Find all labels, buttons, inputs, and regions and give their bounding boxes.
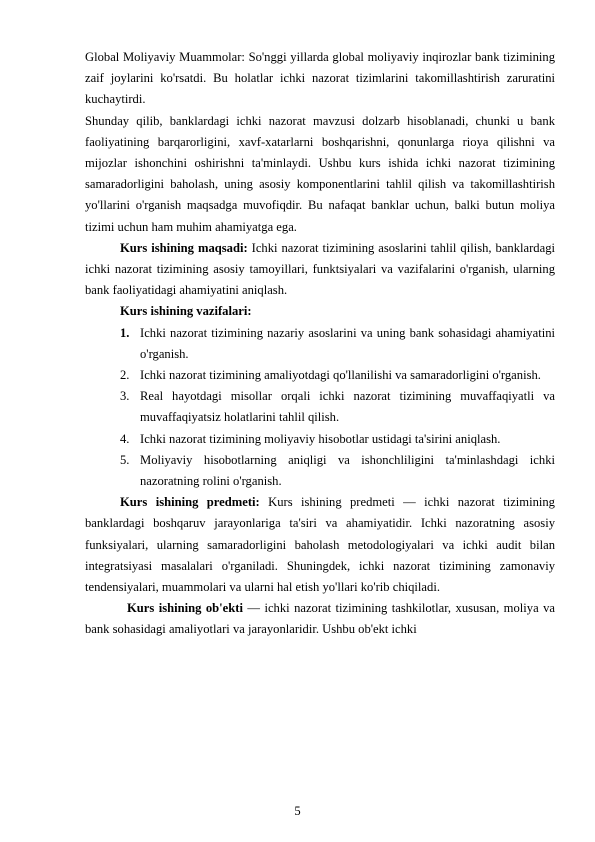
page-content (85, 47, 555, 641)
list-item-text: Moliyaviy hisobotlarning aniqligi va ishonchliligini ta'minlashdagi ichki nazoratning rolini o'rganish. (140, 452, 555, 489)
list-item-number: 4. (120, 431, 130, 446)
list-item-number: 1. (120, 325, 130, 340)
object-label: Kurs ishining ob'ekti (127, 601, 243, 616)
paragraph-global-problems: Global Moliyaviy Muammolar: So'nggi yillarda global moliyaviy inqirozlar bank tizimining zaif joylarini ko'rsatdi. Bu holatlar ichki nazorat tizimlarini takomillashtirish zaruratini kuchaytirdi. (85, 50, 555, 107)
list-item-text: Ichki nazorat tizimining amaliyotdagi qo'llanilishi va samaradorligini o'rganish. (140, 368, 541, 383)
paragraph-subject (85, 492, 555, 598)
list-item-number: 2. (120, 368, 130, 383)
paragraph-relevance: Shunday qilib, banklardagi ichki nazorat mavzusi dolzarb hisoblanadi, chunki u bank faoliyatining barqarorligini, xavf-xatarlarni boshqarishni, qonunlarga rioya qilishni va mijozlar ishonchini oshirishni ta'minlaydi. Ushbu kurs ishida ichki nazorat tizimining samaradorligini baholash, uning asosiy komponentlarini tahlil qilish va takomillashtirish yo'llarini o'rganish maqsadga muvofiqdir. Bu nafaqat banklar uchun, balki butun moliya tizimi uchun ham muhim ahamiyatga ega. (85, 113, 555, 234)
paragraph-object (85, 598, 555, 640)
subject-label: Kurs ishining predmeti: (120, 495, 260, 510)
list-item-text: Real hayotdagi misollar orqali ichki nazorat tizimining muvaffaqiyatli va muvaffaqiyatsiz holatlarini tahlil qilish. (140, 389, 555, 425)
list-item-text: Ichki nazorat tizimining nazariy asoslarini va uning bank sohasidagi ahamiyatini o'rganish. (140, 325, 555, 361)
list-item (120, 365, 555, 386)
tasks-list (85, 323, 555, 493)
list-item (120, 323, 555, 365)
list-item-text: Ichki nazorat tizimining moliyaviy hisobotlar ustidagi ta'sirini aniqlash. (140, 431, 501, 446)
purpose-label: Kurs ishining maqsadi: (120, 240, 248, 255)
list-item (120, 450, 555, 492)
object-text: — ichki nazorat tizimining tashkilotlar, xususan, moliya va bank sohasidagi amaliyotlari va jarayonlaridir. Ushbu ob'ekt ichki (85, 601, 555, 637)
list-item (120, 386, 555, 428)
list-item (120, 429, 555, 450)
list-item-number: 3. (120, 389, 130, 404)
purpose-text: Ichki nazorat tizimining asoslarini tahlil qilish, banklardagi ichki nazorat tizimining asosiy tamoyillari, funktsiyalari va vazifalarini o'rganish, ularning bank faoliyatidagi ahamiyatini aniqlash. (85, 240, 555, 298)
tasks-heading: Kurs ishining vazifalari: (120, 304, 252, 319)
list-item-number: 5. (120, 452, 130, 467)
paragraph-purpose (85, 238, 555, 302)
page-number: 5 (294, 804, 301, 818)
subject-text: Kurs ishining predmeti — ichki nazorat tizimining banklardagi boshqaruv jarayonlariga ta'siri va ahamiyatidir. Ichki nazoratning asosiy funksiyalari, ularning samaradorligini baholash metodologiyalari va ichki audit bilan integratsiyasi masalalari o'rganiladi. Shuningdek, ichki nazorat tizimining zamonaviy tendensiyalari, muammolari va ularni hal etish yo'llari ko'rib chiqiladi. (85, 495, 555, 595)
